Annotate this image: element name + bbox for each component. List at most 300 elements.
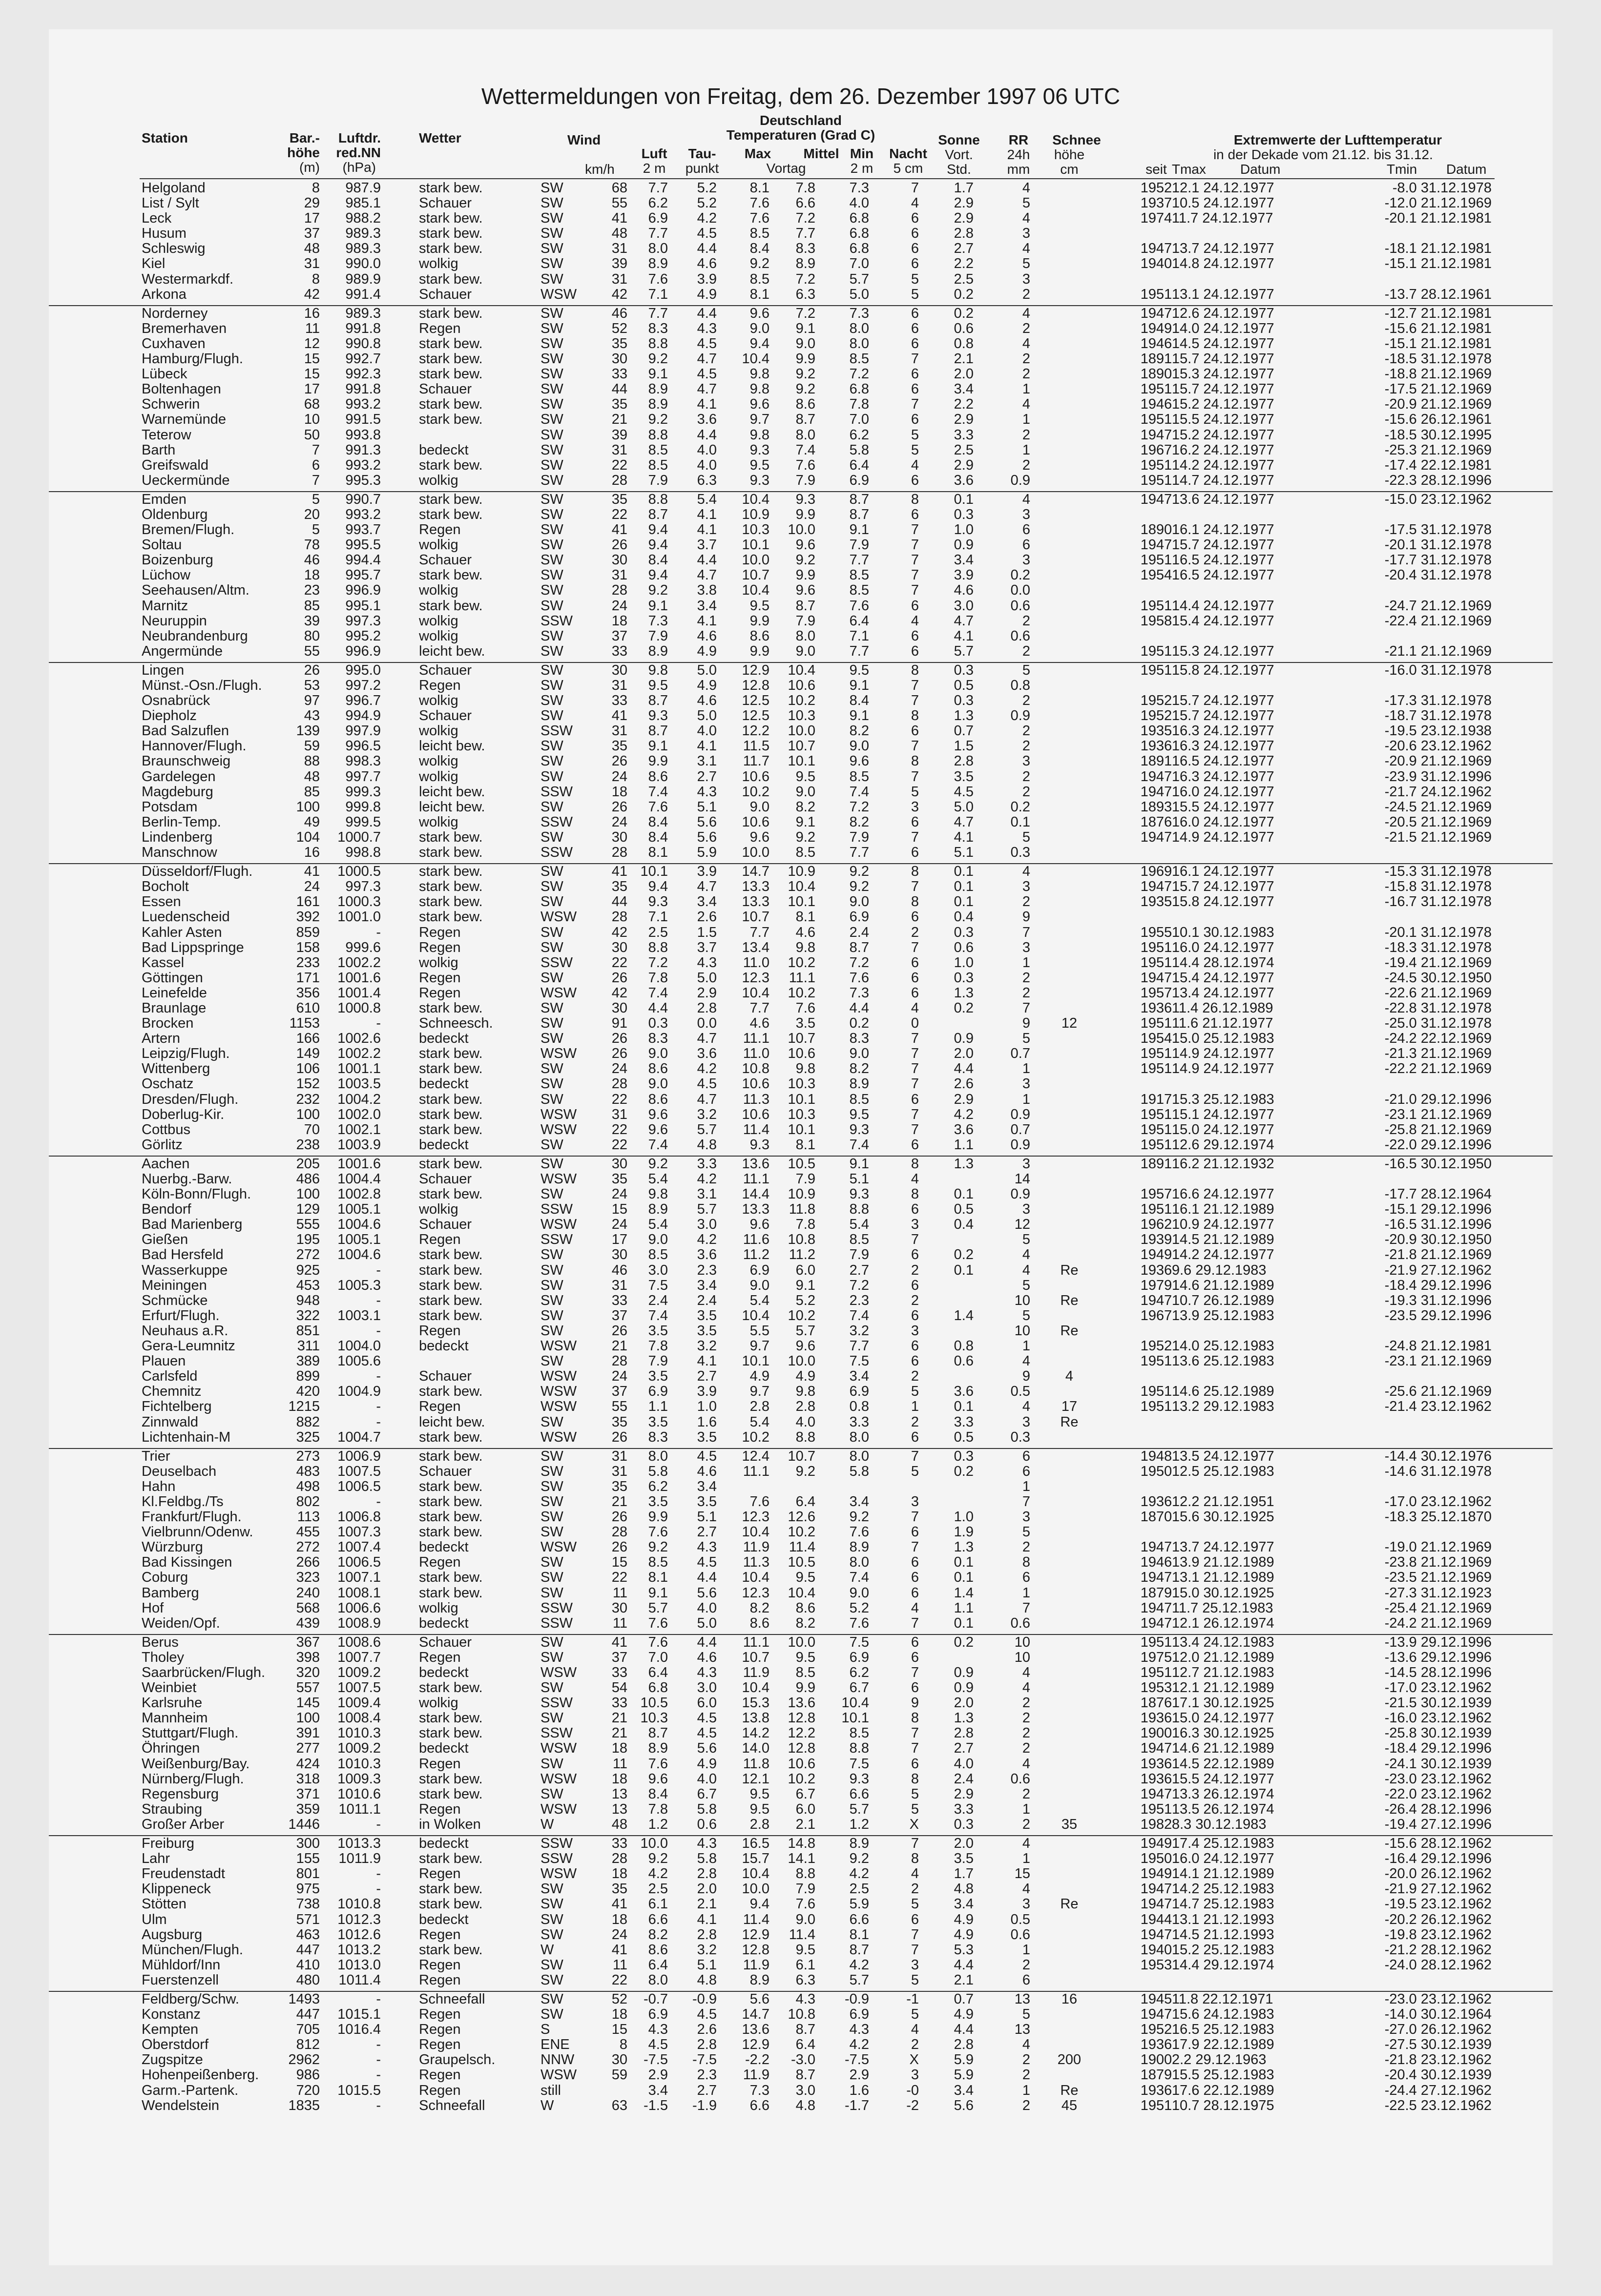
min-temp: 7.2 [849, 954, 869, 971]
air-temp: 9.2 [648, 351, 668, 367]
pressure: 1004.4 [337, 1171, 381, 1187]
station-name: Luedenscheid [142, 909, 230, 925]
table-row [49, 1247, 1553, 1262]
night-min: X [909, 1816, 919, 1832]
wind-speed: 35 [611, 1478, 627, 1494]
night-min: 5 [911, 271, 919, 287]
wind-direction: SW [541, 693, 563, 709]
night-min: 6 [911, 1680, 919, 1696]
wind-direction: WSW [541, 1384, 577, 1400]
sunshine: 2.0 [954, 1695, 974, 1711]
min-temp: 4.0 [849, 195, 869, 211]
wind-direction: W [541, 2097, 554, 2113]
tmin-record: -27.3 31.12.1923 [1384, 1585, 1492, 1601]
wind-speed: 35 [611, 396, 627, 413]
air-temp: 6.4 [648, 1665, 668, 1680]
max-temp: 11.0 [743, 954, 769, 971]
air-temp: 9.4 [648, 879, 668, 895]
wind-direction: SW [541, 351, 563, 367]
pressure: 997.9 [345, 723, 381, 739]
precipitation: 3 [1022, 1509, 1030, 1525]
station-name: Bad Lippspringe [142, 939, 244, 955]
air-temp: 8.0 [648, 241, 668, 257]
tmin-record: -15.1 21.12.1981 [1384, 256, 1492, 272]
table-row [49, 2098, 1553, 2113]
air-temp: 8.6 [648, 1091, 668, 1107]
record-since: 1947 [1140, 1292, 1172, 1308]
barometer-height: 7 [312, 472, 320, 488]
tmin-record: -20.0 26.12.1962 [1384, 1866, 1492, 1882]
night-min: 8 [911, 1851, 919, 1867]
tmin-record: -17.4 22.12.1981 [1384, 457, 1492, 473]
air-temp: 9.1 [648, 738, 668, 754]
pressure: - [376, 2037, 381, 2053]
weather: bedeckt [419, 1338, 469, 1354]
record-since: 1876 [1140, 814, 1172, 830]
min-temp: 3.2 [849, 1323, 869, 1339]
precipitation: 0.9 [1010, 1137, 1030, 1153]
barometer-height: 802 [296, 1493, 320, 1510]
air-temp: 7.0 [648, 1649, 668, 1665]
barometer-height: 104 [296, 829, 320, 845]
air-temp: 9.6 [648, 1121, 668, 1138]
station-name: Mühldorf/Inn [142, 1957, 221, 1973]
tmax-record: 15.2 24.12.1977 [1172, 396, 1274, 413]
mean-temp: 8.8 [795, 1866, 815, 1882]
barometer-height: 11 [305, 320, 320, 336]
barometer-height: 392 [296, 909, 320, 925]
sunshine: 0.1 [954, 1186, 974, 1202]
weather: Schauer [419, 1634, 472, 1650]
max-temp: 8.5 [749, 226, 769, 242]
air-temp: 7.7 [648, 180, 668, 196]
tmax-record: 13.3 26.12.1974 [1172, 1786, 1274, 1802]
wind-direction: WSW [541, 1771, 577, 1787]
wind-speed: 31 [611, 1277, 627, 1293]
wind-speed: 28 [611, 1851, 627, 1867]
night-min: 7 [911, 1031, 919, 1047]
barometer-height: 300 [296, 1836, 320, 1852]
tmin-record: -20.4 31.12.1978 [1384, 567, 1492, 583]
station-name: Neubrandenburg [142, 628, 248, 644]
night-min: 5 [911, 1896, 919, 1912]
max-temp: 7.6 [749, 195, 769, 211]
wind-direction: WSW [541, 1338, 577, 1354]
pressure: 996.7 [345, 693, 381, 709]
tmin-record: -16.7 31.12.1978 [1384, 894, 1492, 910]
tmin-record: -20.9 21.12.1969 [1384, 396, 1492, 413]
night-min: 5 [911, 1801, 919, 1817]
wind-direction: WSW [541, 1539, 577, 1555]
wind-direction: SW [541, 1634, 563, 1650]
wind-direction: SW [541, 427, 563, 443]
pressure: - [376, 1414, 381, 1430]
table-row [49, 553, 1553, 568]
mean-temp: 6.4 [795, 2037, 815, 2053]
weather: stark bew. [419, 829, 483, 845]
weather: stark bew. [419, 1061, 483, 1077]
dew-point: 4.1 [697, 1911, 717, 1927]
wind-speed: 15 [611, 1554, 627, 1571]
tmin-record: -20.1 31.12.1978 [1384, 924, 1492, 940]
pressure: 1000.3 [337, 894, 381, 910]
weather: stark bew. [419, 1277, 483, 1293]
pressure: 1007.4 [337, 1539, 381, 1555]
hdr-schnee-hoehe: höhe [1054, 147, 1085, 162]
sunshine: 1.0 [954, 1509, 974, 1525]
precipitation: 2 [1022, 1725, 1030, 1741]
mean-temp: 9.1 [795, 320, 815, 336]
precipitation: 9 [1022, 1368, 1030, 1385]
wind-speed: 33 [611, 1695, 627, 1711]
record-since: 1951 [1140, 1046, 1172, 1062]
hdr-tmax: Tmax [1172, 162, 1206, 177]
barometer-height: 15 [304, 366, 320, 382]
sunshine: 4.9 [954, 1911, 974, 1927]
dew-point: 3.5 [697, 1493, 717, 1510]
wind-speed: 37 [611, 628, 627, 644]
dew-point: 4.4 [697, 552, 717, 568]
night-min: 3 [911, 1323, 919, 1339]
min-temp: 5.8 [849, 442, 869, 458]
table-row [49, 1399, 1553, 1414]
wind-direction: SW [541, 1570, 563, 1586]
dew-point: 3.9 [697, 864, 717, 880]
barometer-height: 100 [296, 799, 320, 815]
weather: wolkig [419, 1695, 458, 1711]
hdr-wind-unit: km/h [585, 162, 615, 177]
station-name: Konstanz [142, 2006, 201, 2023]
wind-direction: SW [541, 1000, 563, 1016]
tmin-record: -15.1 21.12.1981 [1384, 335, 1492, 352]
table-row [49, 1958, 1553, 1973]
tmax-record: 14.5 21.12.1989 [1172, 1232, 1274, 1248]
max-temp: 2.8 [749, 1816, 769, 1832]
min-temp: 8.7 [849, 939, 869, 955]
precipitation: 3 [1022, 552, 1030, 568]
station-name: Berlin-Temp. [142, 814, 221, 830]
max-temp: 4.6 [749, 1015, 769, 1032]
tmin-record: -13.6 29.12.1996 [1384, 1649, 1492, 1665]
wind-direction: SW [541, 1137, 563, 1153]
weather: stark bew. [419, 305, 483, 321]
pressure: 1007.1 [337, 1570, 381, 1586]
max-temp: 10.7 [742, 1649, 769, 1665]
pressure: 999.8 [345, 799, 381, 815]
min-temp: 8.0 [849, 320, 869, 336]
air-temp: 8.1 [648, 845, 668, 861]
station-name: Zinnwald [142, 1414, 199, 1430]
tmin-record: -21.4 23.12.1962 [1384, 1399, 1492, 1415]
barometer-height: 42 [304, 286, 320, 302]
tmax-record: 15.1 24.12.1977 [1172, 1106, 1274, 1122]
weather: stark bew. [419, 1000, 483, 1016]
dew-point: 2.3 [697, 2067, 717, 2083]
weather: stark bew. [419, 1156, 483, 1172]
mean-temp: 10.0 [788, 1634, 815, 1650]
record-since: 1947 [1140, 1786, 1172, 1802]
wind-speed: 22 [611, 1137, 627, 1153]
dew-point: 4.3 [697, 784, 717, 800]
hdr-sonne: Sonne [938, 132, 980, 147]
tmax-record: 10.7 28.12.1975 [1172, 2097, 1274, 2113]
record-since: 1951 [1140, 1121, 1172, 1138]
tmin-record: -23.5 21.12.1969 [1384, 1570, 1492, 1586]
wind-speed: 46 [611, 1262, 627, 1278]
precipitation: 3 [1022, 1156, 1030, 1172]
mean-temp: 6.0 [795, 1801, 815, 1817]
tmin-record: -20.4 30.12.1939 [1384, 2067, 1492, 2083]
station-name: Lahr [142, 1851, 170, 1867]
dew-point: 4.0 [697, 723, 717, 739]
tmax-record: 15.3 24.12.1977 [1172, 643, 1274, 659]
sunshine: 0.2 [954, 286, 974, 302]
night-min: 6 [911, 814, 919, 830]
pressure: 989.3 [345, 226, 381, 242]
night-min: 6 [911, 970, 919, 986]
table-row [49, 1817, 1553, 1832]
max-temp: 10.6 [742, 814, 769, 830]
sunshine: 3.6 [954, 1384, 974, 1400]
weather: stark bew. [419, 1710, 483, 1726]
air-temp: 9.6 [648, 1771, 668, 1787]
barometer-height: 97 [304, 693, 320, 709]
pressure: - [376, 1816, 381, 1832]
air-temp: 8.5 [648, 442, 668, 458]
tmax-record: 13.5 24.12.1977 [1172, 1448, 1274, 1464]
air-temp: 7.6 [648, 1524, 668, 1540]
min-temp: 6.9 [849, 2006, 869, 2023]
precipitation: 4 [1022, 180, 1030, 196]
tmax-record: 14.1 21.12.1989 [1172, 1866, 1274, 1882]
wind-direction: WSW [541, 1046, 577, 1062]
max-temp: 11.9 [743, 2067, 769, 2083]
barometer-height: 129 [296, 1201, 320, 1218]
sunshine: 2.8 [954, 226, 974, 242]
tmax-record: 16.5 24.12.1977 [1172, 567, 1274, 583]
sunshine: 0.5 [954, 678, 974, 693]
min-temp: 6.2 [849, 1665, 869, 1680]
table-row [49, 678, 1553, 693]
max-temp: 5.6 [749, 1991, 769, 2007]
wind-direction: SW [541, 829, 563, 845]
wind-speed: 22 [611, 1091, 627, 1107]
wind-speed: 22 [611, 954, 627, 971]
dew-point: 3.0 [697, 1680, 717, 1696]
wind-direction: SW [541, 491, 563, 507]
hdr-luftdr: Luftdr. [338, 130, 381, 145]
table-row [49, 910, 1553, 925]
night-min: 7 [911, 1121, 919, 1138]
night-min: 6 [911, 335, 919, 352]
wind-speed: 18 [611, 1740, 627, 1757]
station-name: Feldberg/Schw. [142, 1991, 239, 2007]
station-name: Meiningen [142, 1277, 207, 1293]
air-temp: 2.9 [648, 2067, 668, 2083]
min-temp: 10.4 [841, 1695, 869, 1711]
wind-speed: 46 [611, 305, 627, 321]
air-temp: 6.8 [648, 1680, 668, 1696]
sunshine: 0.1 [954, 894, 974, 910]
wind-speed: 41 [611, 210, 627, 227]
station-name: Teterow [142, 427, 191, 443]
precipitation: 0.2 [1010, 567, 1030, 583]
table-row [49, 1464, 1553, 1479]
night-min: 3 [911, 799, 919, 815]
max-temp: 9.8 [749, 427, 769, 443]
tmin-record: -12.0 21.12.1969 [1384, 195, 1492, 211]
max-temp: 13.8 [742, 1710, 769, 1726]
weather: stark bew. [419, 271, 483, 287]
dew-point: 4.9 [697, 678, 717, 693]
sunshine: 0.1 [954, 879, 974, 895]
tmax-record: 16.0 24.12.1977 [1172, 814, 1274, 830]
precipitation: 4 [1022, 241, 1030, 257]
station-name: Boltenhagen [142, 381, 221, 397]
station-name: Kassel [142, 954, 185, 971]
air-temp: 8.8 [648, 427, 668, 443]
air-temp: 8.4 [648, 829, 668, 845]
weather: bedeckt [419, 1740, 469, 1757]
min-temp: 8.5 [849, 1091, 869, 1107]
wind-direction: SW [541, 1448, 563, 1464]
max-temp: 16.5 [742, 1836, 769, 1852]
wind-direction: SW [541, 396, 563, 413]
station-name: Bad Hersfeld [142, 1247, 224, 1263]
snow-depth: 35 [1061, 1816, 1078, 1832]
station-name: Helgoland [142, 180, 206, 196]
min-temp: 9.2 [849, 1851, 869, 1867]
barometer-height: 483 [296, 1463, 320, 1479]
dew-point: 4.4 [697, 1634, 717, 1650]
pressure: 992.3 [345, 366, 381, 382]
weather: stark bew. [419, 1292, 483, 1308]
table-row [49, 507, 1553, 522]
mean-temp: 10.4 [788, 879, 815, 895]
table-row [49, 367, 1553, 382]
barometer-height: 43 [304, 708, 320, 724]
pressure: 990.0 [345, 256, 381, 272]
air-temp: 9.9 [648, 1509, 668, 1525]
tmin-record: -24.4 27.12.1962 [1384, 2082, 1492, 2098]
table-row [49, 1016, 1553, 1031]
night-min: 7 [911, 1836, 919, 1852]
mean-temp: 7.9 [795, 472, 815, 488]
min-temp: 6.8 [849, 226, 869, 242]
night-min: 4 [911, 613, 919, 629]
dew-point: 2.7 [697, 2082, 717, 2098]
weather: Graupelsch. [419, 2052, 496, 2068]
wind-speed: 18 [611, 1866, 627, 1882]
pressure: 1015.5 [337, 2082, 381, 2098]
dew-point: 4.2 [697, 210, 717, 227]
table-row [49, 1324, 1553, 1339]
pressure: 1001.6 [337, 970, 381, 986]
weather: Regen [419, 2082, 461, 2098]
min-temp: 9.1 [849, 678, 869, 693]
max-temp: 12.9 [742, 662, 769, 678]
tmax-record: 16.1 24.12.1977 [1172, 864, 1274, 880]
weather: Regen [419, 2006, 461, 2023]
wind-speed: 22 [611, 1121, 627, 1138]
air-temp: 7.1 [648, 286, 668, 302]
tmax-record: 17.6 22.12.1989 [1172, 2082, 1274, 2098]
mean-temp: 8.2 [795, 1615, 815, 1631]
precipitation: 0.9 [1010, 1106, 1030, 1122]
sunshine: 5.9 [954, 2052, 974, 2068]
max-temp: 12.9 [742, 2037, 769, 2053]
wind-direction: W [541, 1816, 554, 1832]
wind-direction: SW [541, 256, 563, 272]
station-name: Marnitz [142, 598, 188, 614]
max-temp: 10.4 [742, 1680, 769, 1696]
air-temp: 8.7 [648, 1725, 668, 1741]
tmin-record: -16.0 23.12.1962 [1384, 1710, 1492, 1726]
wind-speed: 24 [611, 1926, 627, 1943]
pressure: 989.3 [345, 305, 381, 321]
hdr-wind: Wind [567, 132, 601, 147]
wind-speed: 26 [611, 1509, 627, 1525]
barometer-height: 610 [296, 1000, 320, 1016]
night-min: 3 [911, 1957, 919, 1973]
min-temp: 6.8 [849, 241, 869, 257]
wind-direction: SSW [541, 1851, 573, 1867]
dew-point: 4.9 [697, 286, 717, 302]
night-min: 6 [911, 985, 919, 1001]
record-since: 1947 [1140, 1615, 1172, 1631]
min-temp: 0.8 [849, 1399, 869, 1415]
weather: stark bew. [419, 1121, 483, 1138]
tmax-record: 11.6 21.12.1977 [1172, 1015, 1273, 1032]
barometer-height: 23 [304, 582, 320, 599]
precipitation: 10 [1014, 1323, 1030, 1339]
max-temp: -2.2 [745, 2052, 769, 2068]
sunshine: 4.7 [954, 613, 974, 629]
record-since: 1950 [1140, 1851, 1172, 1867]
barometer-height: 139 [296, 723, 320, 739]
table-row [49, 1802, 1553, 1817]
station-name: Garm.-Partenk. [142, 2082, 239, 2098]
table-row [49, 1912, 1553, 1927]
night-min: 6 [911, 909, 919, 925]
wind-speed: 15 [611, 2022, 627, 2038]
wind-direction: SW [541, 1524, 563, 1540]
mean-temp: 8.1 [795, 909, 815, 925]
hdr-rr-mm: mm [1007, 162, 1030, 177]
sunshine: 1.0 [954, 522, 974, 538]
mean-temp: 9.8 [795, 1061, 815, 1077]
barometer-height: 486 [296, 1171, 320, 1187]
barometer-height: 16 [304, 845, 320, 861]
table-row [49, 226, 1553, 241]
record-since: 1951 [1140, 1801, 1172, 1817]
air-temp: 8.9 [648, 256, 668, 272]
max-temp: 9.5 [749, 598, 769, 614]
air-temp: 9.4 [648, 522, 668, 538]
table-row [49, 986, 1553, 1001]
table-row [49, 428, 1553, 443]
night-min: 6 [911, 1201, 919, 1218]
wind-direction: SW [541, 1015, 563, 1032]
record-since: 1950 [1140, 1463, 1172, 1479]
hdr-temp-group: Temperaturen (Grad C) [726, 127, 875, 143]
table-row [49, 352, 1553, 367]
table-row [49, 644, 1553, 659]
min-temp: 1.2 [849, 1816, 869, 1832]
wind-direction: SSW [541, 1725, 573, 1741]
air-temp: 6.9 [648, 210, 668, 227]
dew-point: 4.2 [697, 1061, 717, 1077]
